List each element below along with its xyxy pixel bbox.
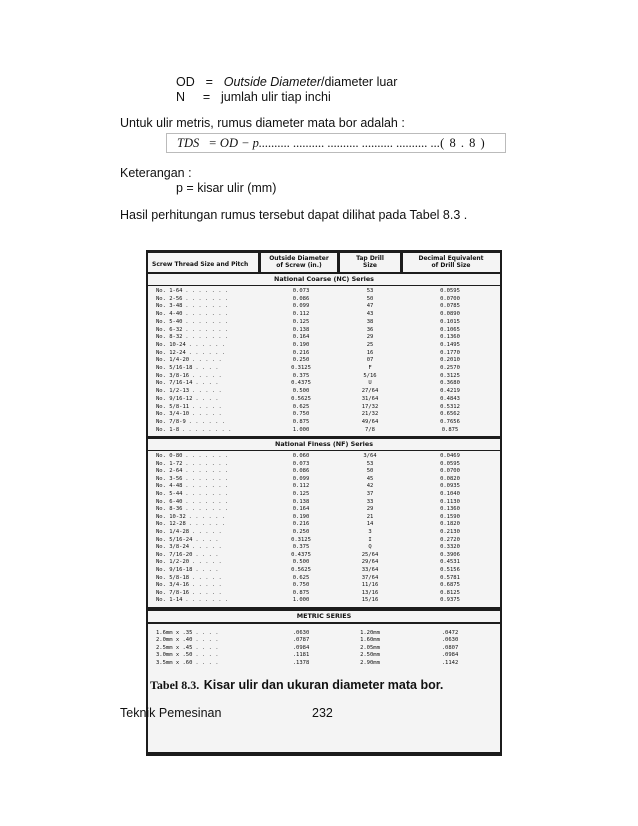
decimal-equivalent-cell: 0.3320 xyxy=(440,544,460,551)
intro-metric: Untuk ulir metris, rumus diameter mata bor adalah : xyxy=(120,116,405,130)
definition-symbol: N xyxy=(176,90,186,104)
table-row xyxy=(148,476,500,484)
tap-drill-cell: 7/8 xyxy=(365,426,375,433)
outside-diameter-cell: 0.216 xyxy=(292,521,310,528)
decimal-equivalent-cell: 0.3125 xyxy=(440,372,460,379)
thread-size-cell: No. 1-14 xyxy=(156,597,183,604)
table-row xyxy=(148,514,500,522)
table-row xyxy=(148,630,500,638)
nf-rows xyxy=(148,451,500,607)
outside-diameter-cell: 0.164 xyxy=(292,506,310,513)
leader-dots: . . . . . . xyxy=(188,341,226,348)
decimal-equivalent-cell: .0984 xyxy=(441,652,459,659)
outside-diameter-cell: 0.086 xyxy=(292,468,310,475)
definition-desc: jumlah ulir tiap inchi xyxy=(220,90,331,104)
tap-drill-cell: 07 xyxy=(366,357,374,364)
table-row xyxy=(148,499,500,507)
table-row xyxy=(148,537,500,545)
tap-drill-cell: 2.90mm xyxy=(360,659,380,666)
outside-diameter-cell: 0.750 xyxy=(292,411,310,418)
thread-size-cell: No. 1/4-20 xyxy=(156,357,190,364)
leader-dots: . . . . . . . xyxy=(185,318,229,325)
thread-size-cell: No. 7/8-16 xyxy=(156,589,190,596)
leader-dots: . . . . . . . xyxy=(185,311,229,318)
outside-diameter-cell: 0.875 xyxy=(292,589,310,596)
table-row xyxy=(148,365,500,373)
outside-diameter-cell: 0.086 xyxy=(292,295,310,302)
outside-diameter-cell: 0.5625 xyxy=(291,567,311,573)
tap-drill-cell: 17/32 xyxy=(361,403,379,410)
leader-dots: . . . . . . . . xyxy=(181,426,232,433)
outside-diameter-cell: 0.500 xyxy=(292,559,310,566)
nc-rows xyxy=(148,286,500,436)
outside-diameter-cell: 0.112 xyxy=(292,483,310,490)
decimal-equivalent-cell: 0.2720 xyxy=(440,536,460,543)
outside-diameter-cell: 0.750 xyxy=(292,582,310,589)
outside-diameter-cell: .0630 xyxy=(292,630,310,636)
leader-dots: . . . . . . . xyxy=(185,498,229,505)
decimal-equivalent-cell: 0.1495 xyxy=(440,341,460,348)
table-row xyxy=(148,419,500,427)
leader-dots: . . . . xyxy=(195,536,219,543)
definition-desc-italic: Outside Diameter xyxy=(223,75,321,89)
thread-size-cell: No. 1-72 xyxy=(156,460,183,467)
leader-dots: . . . . . . . xyxy=(185,288,229,294)
decimal-equivalent-cell: 0.0785 xyxy=(440,303,460,310)
definition-desc: /diameter luar xyxy=(320,75,398,89)
thread-size-cell: No. 7/16-14 xyxy=(156,380,193,387)
decimal-equivalent-cell: 0.6562 xyxy=(440,411,460,418)
leader-dots: . . . . . xyxy=(192,529,222,535)
keterangan-label: Keterangan : xyxy=(120,166,192,180)
table-row xyxy=(148,327,500,335)
tap-drill-cell: 16 xyxy=(366,349,374,356)
decimal-equivalent-cell: 0.1130 xyxy=(440,498,460,505)
decimal-equivalent-cell: 0.9375 xyxy=(440,597,460,604)
leader-dots: . . . . . . xyxy=(188,349,226,356)
tap-drill-cell: 14 xyxy=(366,521,374,528)
tap-drill-cell: 31/64 xyxy=(361,395,379,402)
leader-dots: . . . . . . xyxy=(188,513,226,520)
leader-dots: . . . . xyxy=(195,630,219,636)
definition-symbol: OD xyxy=(176,75,195,89)
thread-size-cell: No. 5-40 xyxy=(156,318,183,325)
formula-lhs: TDS xyxy=(177,136,200,150)
outside-diameter-cell: 0.099 xyxy=(292,303,310,310)
outside-diameter-cell: 0.138 xyxy=(292,498,310,505)
leader-dots: . . . . . . xyxy=(188,521,226,528)
table-row xyxy=(148,645,500,653)
caption-text: Kisar ulir dan ukuran diameter mata bor. xyxy=(203,678,444,692)
thread-size-cell: No. 1-64 xyxy=(156,288,183,294)
thread-size-cell: No. 5/16-18 xyxy=(156,365,193,371)
thread-size-cell: No. 9/16-12 xyxy=(156,395,193,402)
table-row xyxy=(148,311,500,319)
formula xyxy=(177,136,486,151)
table-row xyxy=(148,567,500,575)
table-row xyxy=(148,652,500,660)
outside-diameter-cell: .0787 xyxy=(292,637,310,644)
thread-size-cell: No. 5/16-24 xyxy=(156,536,193,543)
thread-size-cell: No. 0-80 xyxy=(156,453,183,459)
leader-dots: . . . . xyxy=(195,637,219,644)
outside-diameter-cell: 0.164 xyxy=(292,334,310,341)
leader-dots: . . . . . . . xyxy=(185,453,229,459)
tap-drill-cell: 3/64 xyxy=(363,453,377,459)
decimal-equivalent-cell: 0.4843 xyxy=(440,395,460,402)
table-row xyxy=(148,350,500,358)
table-row xyxy=(148,521,500,529)
outside-diameter-cell: 0.375 xyxy=(292,544,310,551)
outside-diameter-cell: .1378 xyxy=(292,659,310,666)
tap-drill-cell: 5/16 xyxy=(363,372,377,379)
thread-size-cell: No. 3/8-24 xyxy=(156,544,190,551)
leader-dots: . . . . . . . xyxy=(185,326,229,333)
keterangan-item: p = kisar ulir (mm) xyxy=(176,181,277,195)
table-row xyxy=(148,427,500,435)
thread-size-cell: No. 1/4-28 xyxy=(156,529,190,535)
decimal-equivalent-cell: 0.1360 xyxy=(440,334,460,341)
decimal-equivalent-cell: 0.2130 xyxy=(440,529,460,535)
decimal-equivalent-cell: 0.4219 xyxy=(440,388,460,395)
outside-diameter-cell: 0.216 xyxy=(292,349,310,356)
table-row xyxy=(148,373,500,381)
outside-diameter-cell: .0984 xyxy=(292,644,310,651)
outside-diameter-cell: 0.625 xyxy=(292,574,310,581)
leader-dots: . . . . . . . xyxy=(185,475,229,482)
decimal-equivalent-cell: 0.5781 xyxy=(440,574,460,581)
outside-diameter-cell: 0.625 xyxy=(292,403,310,410)
outside-diameter-cell: 0.875 xyxy=(292,418,310,425)
nf-series-title: National Finess (NF) Series xyxy=(148,439,500,450)
decimal-equivalent-cell: .0807 xyxy=(441,644,459,651)
thread-size-cell: No. 5/8-11 xyxy=(156,403,190,410)
decimal-equivalent-cell: 0.1820 xyxy=(440,521,460,528)
leader-dots: . . . . . . . xyxy=(185,468,229,475)
thread-size-cell: No. 3/8-16 xyxy=(156,372,190,379)
tap-drill-cell: 25 xyxy=(366,341,374,348)
leader-dots: . . . . . . . xyxy=(185,295,229,302)
table-row xyxy=(148,468,500,476)
leader-dots: . . . . . . . xyxy=(185,460,229,467)
outside-diameter-cell: 0.190 xyxy=(292,341,310,348)
tap-drill-cell: U xyxy=(368,380,372,387)
thread-size-cell: No. 10-32 xyxy=(156,513,186,520)
definition-n xyxy=(176,90,331,104)
table-row xyxy=(148,544,500,552)
thread-size-cell: No. 3-56 xyxy=(156,475,183,482)
thread-size-cell: No. 4-48 xyxy=(156,483,183,490)
thread-size-cell: No. 2-64 xyxy=(156,468,183,475)
nc-series-title: National Coarse (NC) Series xyxy=(148,274,500,285)
decimal-equivalent-cell: 0.875 xyxy=(441,426,459,433)
tap-drill-cell: 36 xyxy=(366,326,374,333)
table-row xyxy=(148,582,500,590)
decimal-equivalent-cell: 0.0890 xyxy=(440,311,460,318)
outside-diameter-cell: 0.060 xyxy=(292,453,310,459)
metric-series-title: METRIC SERIES xyxy=(148,611,500,622)
outside-diameter-cell: 0.125 xyxy=(292,491,310,497)
outside-diameter-cell: 0.190 xyxy=(292,513,310,520)
tap-drill-cell: I xyxy=(368,536,372,543)
table-row xyxy=(148,575,500,583)
decimal-equivalent-cell: 0.0595 xyxy=(440,288,460,294)
table-row xyxy=(148,660,500,668)
outside-diameter-cell: 0.500 xyxy=(292,388,310,395)
footer-book-title: Teknik Pemesinan xyxy=(120,706,222,720)
table-row xyxy=(148,453,500,461)
leader-dots: . . . . . xyxy=(192,559,222,566)
decimal-equivalent-cell: 0.6875 xyxy=(440,582,460,589)
outside-diameter-cell: 0.375 xyxy=(292,372,310,379)
leader-dots: . . . . . . . xyxy=(185,506,229,513)
thread-size-cell: No. 7/16-20 xyxy=(156,551,193,558)
leader-dots: . . . . xyxy=(195,395,219,402)
decimal-equivalent-cell: .1142 xyxy=(441,659,459,666)
outside-diameter-cell: 0.112 xyxy=(292,311,310,318)
outside-diameter-cell: 0.125 xyxy=(292,318,310,325)
thread-size-cell: No. 1-8 xyxy=(156,426,180,433)
formula-rhs: = OD − p.......... .......... .......... .......... .......... ... xyxy=(208,136,441,150)
decimal-equivalent-cell: 0.8125 xyxy=(440,589,460,596)
tap-drill-cell: 13/16 xyxy=(361,589,379,596)
table-row xyxy=(148,506,500,514)
thread-size-cell: No. 12-28 xyxy=(156,521,186,528)
decimal-equivalent-cell: .0472 xyxy=(441,630,459,636)
outside-diameter-cell: 0.4375 xyxy=(291,551,311,558)
leader-dots: . . . . xyxy=(195,567,219,573)
decimal-equivalent-cell: 0.1770 xyxy=(440,349,460,356)
outside-diameter-cell: 0.3125 xyxy=(291,365,311,371)
table-row xyxy=(148,461,500,469)
thread-size-cell: 1.6mm x .35 xyxy=(156,630,193,636)
leader-dots: . . . . . . . xyxy=(185,334,229,341)
table-row xyxy=(148,388,500,396)
tap-drill-cell: Q xyxy=(368,544,372,551)
leader-dots: . . . . xyxy=(195,365,219,371)
tap-drill-cell: 2.50mm xyxy=(360,652,380,659)
tap-drill-cell: 29 xyxy=(366,506,374,513)
definition-equals: = xyxy=(202,90,211,104)
table-row xyxy=(148,296,500,304)
tap-drill-cell: 45 xyxy=(366,475,374,482)
tap-drill-cell: 15/16 xyxy=(361,597,379,604)
tap-drill-cell: 27/64 xyxy=(361,388,379,395)
tap-drill-cell: 1.20mm xyxy=(360,630,380,636)
thread-size-cell: 3.0mm x .50 xyxy=(156,652,193,659)
table-row xyxy=(148,334,500,342)
outside-diameter-cell: 0.4375 xyxy=(291,380,311,387)
leader-dots: . . . . . xyxy=(192,411,222,418)
thread-size-cell: No. 8-32 xyxy=(156,334,183,341)
thread-size-cell: No. 3/4-10 xyxy=(156,411,190,418)
decimal-equivalent-cell: 0.0595 xyxy=(440,460,460,467)
leader-dots: . . . . . . . xyxy=(185,483,229,490)
table-row xyxy=(148,303,500,311)
decimal-equivalent-cell: 0.1040 xyxy=(440,491,460,497)
leader-dots: . . . . . . . xyxy=(185,303,229,310)
tap-drill-cell: 21/32 xyxy=(361,411,379,418)
thread-size-cell: No. 1/2-20 xyxy=(156,559,190,566)
thread-size-cell: 2.0mm x .40 xyxy=(156,637,193,644)
outside-diameter-cell: 1.000 xyxy=(292,426,310,433)
decimal-equivalent-cell: 0.0935 xyxy=(440,483,460,490)
tap-drill-cell: 43 xyxy=(366,311,374,318)
decimal-equivalent-cell: 0.2010 xyxy=(440,357,460,364)
leader-dots: . . . . . xyxy=(192,582,222,589)
decimal-equivalent-cell: 0.5156 xyxy=(440,567,460,573)
formula-box xyxy=(166,133,506,153)
table-row xyxy=(148,590,500,598)
decimal-equivalent-cell: 0.0820 xyxy=(440,475,460,482)
thread-size-cell: No. 3-48 xyxy=(156,303,183,310)
table-row xyxy=(148,357,500,365)
leader-dots: . . . . . xyxy=(192,357,222,364)
decimal-equivalent-cell: 0.0700 xyxy=(440,295,460,302)
tap-drill-cell: 29/64 xyxy=(361,559,379,566)
decimal-equivalent-cell: .0630 xyxy=(441,637,459,644)
tap-drill-cell: 50 xyxy=(366,295,374,302)
table-row xyxy=(148,597,500,605)
decimal-equivalent-cell: 0.4531 xyxy=(440,559,460,566)
leader-dots: . . . . . . xyxy=(188,418,226,425)
hasil-text: Hasil perhitungan rumus tersebut dapat dilihat pada Tabel 8.3 . xyxy=(120,208,468,222)
leader-dots: . . . . . xyxy=(192,372,222,379)
tap-drill-cell: 38 xyxy=(366,318,374,325)
tap-drill-cell: 33/64 xyxy=(361,567,379,573)
decimal-equivalent-cell: 0.3680 xyxy=(440,380,460,387)
thread-size-cell: No. 2-56 xyxy=(156,295,183,302)
decimal-equivalent-cell: 0.1065 xyxy=(440,326,460,333)
thread-size-cell: No. 3/4-16 xyxy=(156,582,190,589)
table-row xyxy=(148,288,500,296)
leader-dots: . . . . . xyxy=(192,589,222,596)
thread-size-cell: No. 6-32 xyxy=(156,326,183,333)
table-row xyxy=(148,342,500,350)
outside-diameter-cell: 0.250 xyxy=(292,529,310,535)
leader-dots: . . . . . . . xyxy=(185,491,229,497)
thread-size-cell: No. 7/8-9 xyxy=(156,418,186,425)
table-row xyxy=(148,529,500,537)
table-caption xyxy=(150,676,443,694)
leader-dots: . . . . xyxy=(195,551,219,558)
outside-diameter-cell: 0.5625 xyxy=(291,395,311,402)
header-outside-diameter: Outside Diameter of Screw (in.) xyxy=(269,255,329,269)
leader-dots: . . . . xyxy=(195,659,219,666)
header-tap-drill: Tap Drill Size xyxy=(356,255,384,269)
leader-dots: . . . . . xyxy=(192,388,222,395)
outside-diameter-cell: 0.250 xyxy=(292,357,310,364)
thread-size-cell: No. 12-24 xyxy=(156,349,186,356)
tap-drill-cell: 21 xyxy=(366,513,374,520)
tap-drill-cell: 47 xyxy=(366,303,374,310)
decimal-equivalent-cell: 0.1360 xyxy=(440,506,460,513)
decimal-equivalent-cell: 0.3906 xyxy=(440,551,460,558)
table-row xyxy=(148,637,500,645)
tap-drill-cell: 1.60mm xyxy=(360,637,380,644)
outside-diameter-cell: .1181 xyxy=(292,652,310,659)
tap-drill-cell: 37 xyxy=(366,491,374,497)
thread-size-cell: No. 6-40 xyxy=(156,498,183,505)
decimal-equivalent-cell: 0.1590 xyxy=(440,513,460,520)
thread-size-cell: No. 10-24 xyxy=(156,341,186,348)
outside-diameter-cell: 0.3125 xyxy=(291,536,311,543)
thread-size-cell: No. 4-40 xyxy=(156,311,183,318)
tap-drill-cell: 3 xyxy=(368,529,372,535)
outside-diameter-cell: 0.073 xyxy=(292,288,310,294)
tap-drill-cell: 42 xyxy=(366,483,374,490)
tap-drill-cell: 29 xyxy=(366,334,374,341)
leader-dots: . . . . . xyxy=(192,544,222,551)
decimal-equivalent-cell: 0.0700 xyxy=(440,468,460,475)
tap-drill-cell: 49/64 xyxy=(361,418,379,425)
tap-drill-cell: 25/64 xyxy=(361,551,379,558)
thread-size-cell: 2.5mm x .45 xyxy=(156,644,193,651)
thread-size-cell: No. 5/8-18 xyxy=(156,574,190,581)
leader-dots: . . . . . xyxy=(192,403,222,410)
tap-drill-cell: F xyxy=(368,365,372,371)
tap-drill-cell: 50 xyxy=(366,468,374,475)
tap-drill-cell: 33 xyxy=(366,498,374,505)
formula-number: ( 8 . 8 ) xyxy=(440,136,486,150)
tap-drill-cell: 2.05mm xyxy=(360,644,380,651)
table-row xyxy=(148,552,500,560)
header-decimal-equivalent: Decimal Equivalent of Drill Size xyxy=(418,255,484,269)
tap-drill-cell: 37/64 xyxy=(361,574,379,581)
decimal-equivalent-cell: 0.5312 xyxy=(440,403,460,410)
outside-diameter-cell: 1.000 xyxy=(292,597,310,604)
table-row xyxy=(148,483,500,491)
table-row xyxy=(148,411,500,419)
thread-size-cell: No. 1/2-13 xyxy=(156,388,190,395)
leader-dots: . . . . . xyxy=(192,574,222,581)
outside-diameter-cell: 0.073 xyxy=(292,460,310,467)
thread-size-cell: No. 5-44 xyxy=(156,491,183,497)
table-row xyxy=(148,491,500,499)
leader-dots: . . . . xyxy=(195,652,219,659)
decimal-equivalent-cell: 0.2570 xyxy=(440,365,460,371)
tap-drill-cell: 11/16 xyxy=(361,582,379,589)
caption-label: Tabel 8.3. xyxy=(150,678,200,692)
page-number: 232 xyxy=(312,706,333,720)
outside-diameter-cell: 0.099 xyxy=(292,475,310,482)
table-row xyxy=(148,404,500,412)
leader-dots: . . . . xyxy=(195,380,219,387)
decimal-equivalent-cell: 0.7656 xyxy=(440,418,460,425)
leader-dots: . . . . xyxy=(195,644,219,651)
decimal-equivalent-cell: 0.0469 xyxy=(440,453,460,459)
table-row xyxy=(148,319,500,327)
decimal-equivalent-cell: 0.1015 xyxy=(440,318,460,325)
header-screw-thread: Screw Thread Size and Pitch xyxy=(152,261,249,268)
thread-size-cell: No. 8-36 xyxy=(156,506,183,513)
thread-size-cell: 3.5mm x .60 xyxy=(156,659,193,666)
outside-diameter-cell: 0.138 xyxy=(292,326,310,333)
definition-od xyxy=(176,75,397,89)
thread-size-cell: No. 9/16-18 xyxy=(156,567,193,573)
tap-drill-cell: 53 xyxy=(366,288,374,294)
leader-dots: . . . . . . . xyxy=(185,597,229,604)
table-row xyxy=(148,396,500,404)
definition-equals: = xyxy=(205,75,213,89)
tap-drill-cell: 53 xyxy=(366,460,374,467)
table-row xyxy=(148,559,500,567)
table-row xyxy=(148,380,500,388)
